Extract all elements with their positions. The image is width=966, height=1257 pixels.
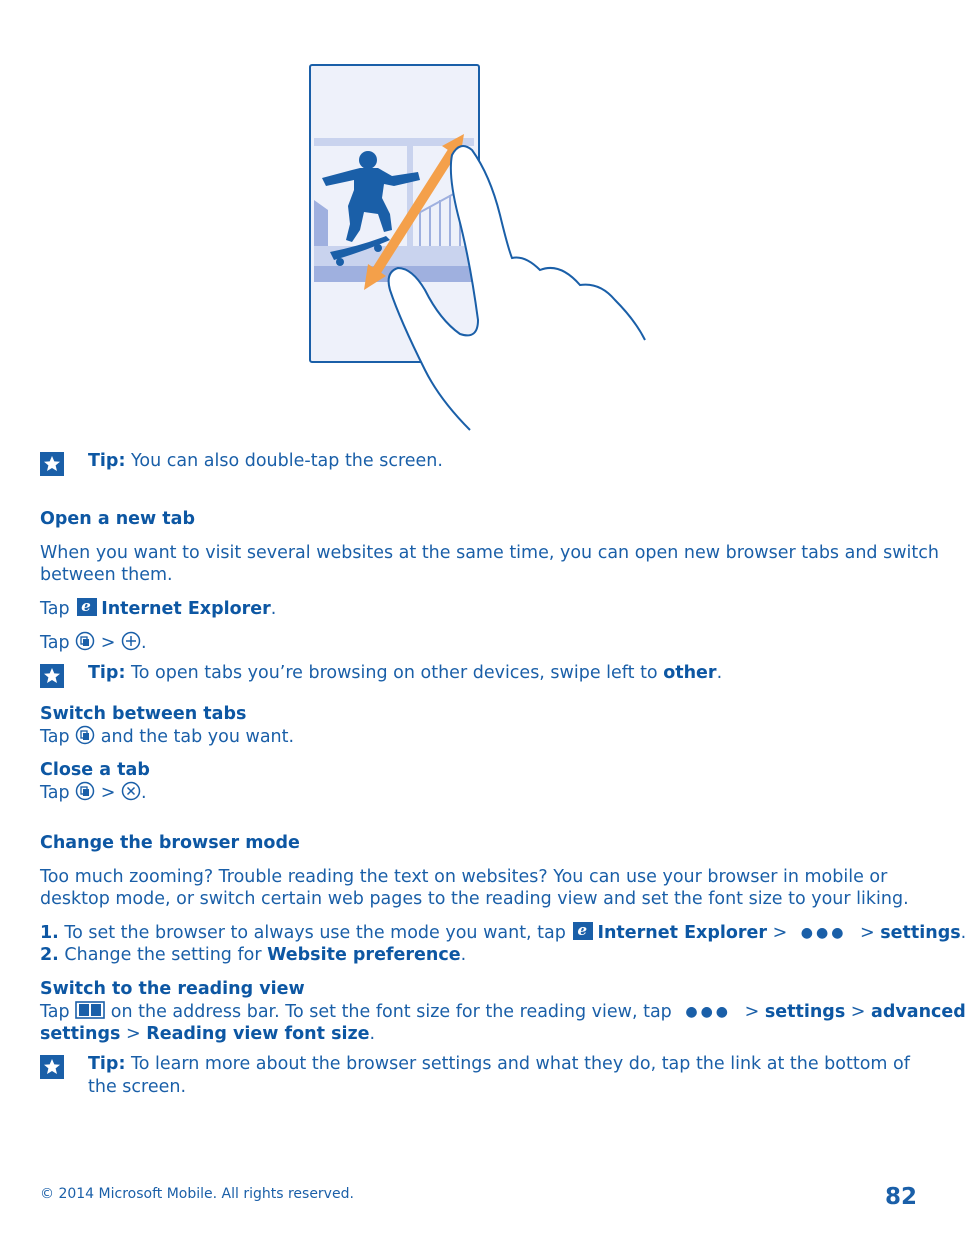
more-dots-icon: ●●● bbox=[685, 1004, 732, 1020]
internet-explorer-icon: e bbox=[77, 598, 97, 616]
tabs-icon bbox=[75, 781, 95, 801]
tip-text-continued: the screen. bbox=[88, 1077, 187, 1097]
reading-view-line-1: Tap on the address bar. To set the font size for the reading view, tap ●●● > settings > advanced bbox=[40, 1002, 966, 1022]
switch-tabs-text: Tap and the tab you want. bbox=[40, 727, 295, 747]
close-circle-icon bbox=[121, 781, 141, 801]
paragraph-line: When you want to visit several websites at the same time, you can open new browser tabs and switch bbox=[40, 543, 939, 563]
star-icon bbox=[40, 452, 64, 476]
section-heading-close-tab: Close a tab bbox=[40, 760, 150, 780]
tabs-icon bbox=[75, 631, 95, 651]
star-icon bbox=[40, 664, 64, 688]
book-icon bbox=[75, 1000, 105, 1020]
step-open-ie: Tap e Internet Explorer. bbox=[40, 597, 277, 619]
step-new-tab: Tap > . bbox=[40, 633, 147, 653]
paragraph-line: desktop mode, or switch certain web pages to the reading view and set the font size to your liking. bbox=[40, 889, 909, 909]
close-tab-text: Tap > . bbox=[40, 783, 147, 803]
copyright: © 2014 Microsoft Mobile. All rights reserved. bbox=[40, 1186, 354, 1202]
tip-text: Tip: To open tabs you’re browsing on other devices, swipe left to other. bbox=[88, 663, 723, 683]
more-dots-icon: ●●● bbox=[800, 925, 847, 941]
section-heading-browser-mode: Change the browser mode bbox=[40, 833, 300, 853]
pinch-zoom-illustration bbox=[300, 60, 660, 440]
reading-view-line-2: settings > Reading view font size. bbox=[40, 1024, 376, 1044]
section-heading-switch-tabs: Switch between tabs bbox=[40, 704, 247, 724]
internet-explorer-icon: e bbox=[573, 922, 593, 940]
page-number: 82 bbox=[885, 1184, 918, 1210]
section-heading-reading-view: Switch to the reading view bbox=[40, 979, 305, 999]
star-icon bbox=[40, 1055, 64, 1079]
tip-text: Tip: You can also double-tap the screen. bbox=[88, 451, 443, 471]
paragraph-line: between them. bbox=[40, 565, 173, 585]
tabs-icon bbox=[75, 725, 95, 745]
section-heading-open-tab: Open a new tab bbox=[40, 509, 196, 529]
tip-text: Tip: To learn more about the browser settings and what they do, tap the link at the bottom of bbox=[88, 1054, 910, 1074]
mode-step-2: 2. Change the setting for Website preference. bbox=[40, 945, 467, 965]
mode-step-1: 1. To set the browser to always use the mode you want, tap e Internet Explorer > ●●● > settings. bbox=[40, 921, 966, 943]
paragraph-line: Too much zooming? Trouble reading the text on websites? You can use your browser in mobile or bbox=[40, 867, 888, 887]
plus-circle-icon bbox=[121, 631, 141, 651]
